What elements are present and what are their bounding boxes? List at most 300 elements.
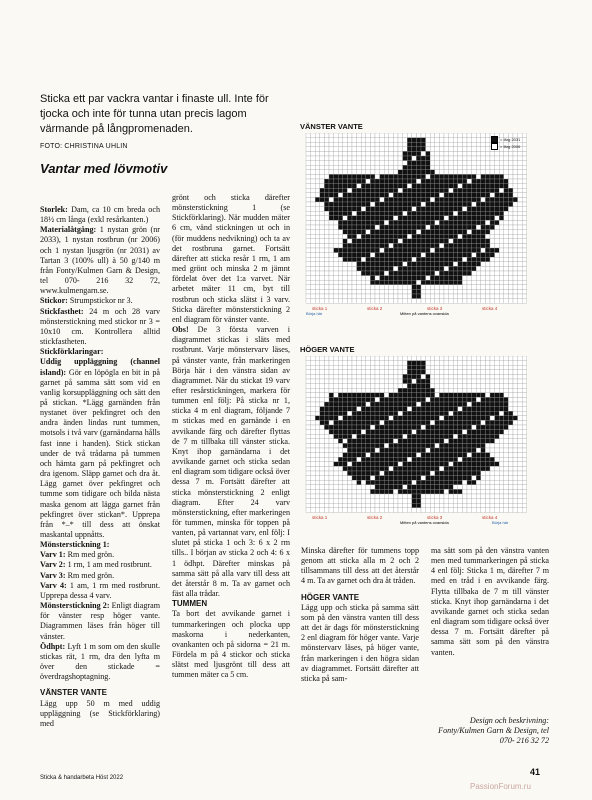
chart-cell bbox=[462, 285, 467, 290]
chart-cell bbox=[449, 393, 454, 398]
chart-cell bbox=[393, 207, 398, 212]
chart-cell bbox=[389, 388, 394, 393]
chart-cell bbox=[320, 174, 325, 179]
chart-cell bbox=[495, 257, 500, 262]
chart-cell bbox=[380, 142, 385, 147]
chart-cell bbox=[347, 397, 352, 402]
chart-cell bbox=[380, 407, 385, 412]
chart-cell bbox=[324, 161, 329, 166]
chart-cell bbox=[338, 211, 343, 216]
chart-cell bbox=[329, 466, 334, 471]
chart-cell bbox=[481, 220, 486, 225]
chart-cell bbox=[380, 416, 385, 421]
chart-cell bbox=[421, 370, 426, 375]
chart-cell bbox=[329, 151, 334, 156]
chart-cell bbox=[361, 147, 366, 152]
chart-cell bbox=[513, 370, 518, 375]
chart-cell bbox=[361, 397, 366, 402]
chart-cell bbox=[467, 253, 472, 258]
chart-cell bbox=[375, 299, 380, 304]
chart-cell bbox=[403, 388, 408, 393]
chart-cell bbox=[366, 420, 371, 425]
chart-cell bbox=[334, 165, 339, 170]
chart-cell bbox=[403, 471, 408, 476]
chart-cell bbox=[472, 211, 477, 216]
chart-cell bbox=[439, 439, 444, 444]
chart-cell bbox=[311, 489, 316, 494]
chart-cell bbox=[320, 393, 325, 398]
chart-cell bbox=[357, 216, 362, 221]
chart-cell bbox=[416, 471, 421, 476]
chart-cell bbox=[444, 197, 449, 202]
chart-cell bbox=[435, 234, 440, 239]
chart-cell bbox=[311, 402, 316, 407]
chart-cell bbox=[476, 197, 481, 202]
chart-cell bbox=[439, 361, 444, 366]
chart-cell bbox=[315, 216, 320, 221]
chart-cell bbox=[311, 285, 316, 290]
chart-cell bbox=[449, 457, 454, 462]
chart-cell bbox=[407, 430, 412, 435]
chart-cell bbox=[352, 211, 357, 216]
chart-cell bbox=[361, 174, 366, 179]
chart-cell bbox=[472, 384, 477, 389]
chart-cell bbox=[467, 416, 472, 421]
chart-cell bbox=[389, 179, 394, 184]
chart-cell bbox=[393, 443, 398, 448]
chart-cell bbox=[439, 142, 444, 147]
chart-cell bbox=[403, 161, 408, 166]
chart-cell bbox=[462, 299, 467, 304]
chart-cell bbox=[334, 216, 339, 221]
chart-cell bbox=[513, 471, 518, 476]
chart-cell bbox=[393, 188, 398, 193]
chart-cell bbox=[449, 294, 454, 299]
chart-cell bbox=[403, 411, 408, 416]
chart-cell bbox=[444, 494, 449, 499]
chart-cell bbox=[343, 365, 348, 370]
chart-cell bbox=[462, 179, 467, 184]
chart-cell bbox=[504, 430, 509, 435]
chart-cell bbox=[366, 388, 371, 393]
chart-mitten-label: Mitten på vantens ovansida bbox=[400, 311, 449, 316]
chart-cell bbox=[343, 174, 348, 179]
chart-cell bbox=[389, 253, 394, 258]
chart-cell bbox=[472, 402, 477, 407]
chart-cell bbox=[324, 151, 329, 156]
chart-cell bbox=[324, 425, 329, 430]
chart-cell bbox=[522, 453, 527, 458]
chart-cell bbox=[334, 361, 339, 366]
chart-cell bbox=[439, 234, 444, 239]
chart-cell bbox=[467, 243, 472, 248]
chart-cell bbox=[495, 379, 500, 384]
chart-cell bbox=[338, 384, 343, 389]
chart-cell bbox=[403, 489, 408, 494]
chart-cell bbox=[476, 248, 481, 253]
chart-cell bbox=[476, 174, 481, 179]
chart-cell bbox=[352, 257, 357, 262]
chart-cell bbox=[380, 133, 385, 138]
chart-cell bbox=[361, 443, 366, 448]
chart-cell bbox=[315, 147, 320, 152]
chart-cell bbox=[338, 138, 343, 143]
chart-cell bbox=[384, 439, 389, 444]
chart-cell bbox=[398, 420, 403, 425]
chart-cell bbox=[357, 434, 362, 439]
chart-cell bbox=[393, 430, 398, 435]
chart-cell bbox=[439, 138, 444, 143]
chart-cell bbox=[490, 276, 495, 281]
chart-cell bbox=[343, 471, 348, 476]
chart-cell bbox=[407, 225, 412, 230]
chart-cell bbox=[495, 476, 500, 481]
chart-cell bbox=[449, 188, 454, 193]
chart-cell bbox=[384, 402, 389, 407]
chart-cell bbox=[393, 276, 398, 281]
chart-cell bbox=[449, 202, 454, 207]
chart-cell bbox=[343, 466, 348, 471]
chart-cell bbox=[357, 462, 362, 467]
chart-cell bbox=[476, 379, 481, 384]
chart-cell bbox=[481, 216, 486, 221]
chart-cell bbox=[504, 170, 509, 175]
chart-cell bbox=[513, 216, 518, 221]
chart-cell bbox=[421, 271, 426, 276]
chart-cell bbox=[352, 471, 357, 476]
chart-cell bbox=[518, 294, 523, 299]
chart-cell bbox=[444, 133, 449, 138]
chart-cell bbox=[370, 161, 375, 166]
chart-cell bbox=[329, 253, 334, 258]
chart-cell bbox=[347, 462, 352, 467]
chart-cell bbox=[380, 443, 385, 448]
chart-cell bbox=[499, 425, 504, 430]
chart-cell bbox=[439, 503, 444, 508]
chart-cell bbox=[504, 480, 509, 485]
chart-cell bbox=[370, 425, 375, 430]
chart-cell bbox=[421, 397, 426, 402]
chart-cell bbox=[522, 489, 527, 494]
chart-cell bbox=[347, 299, 352, 304]
chart-cell bbox=[347, 294, 352, 299]
chart-cell bbox=[439, 489, 444, 494]
chart-cell bbox=[458, 276, 463, 281]
chart-cell bbox=[370, 443, 375, 448]
chart-cell bbox=[315, 439, 320, 444]
chart-cell bbox=[495, 239, 500, 244]
chart-cell bbox=[311, 499, 316, 504]
chart-cell bbox=[481, 179, 486, 184]
chart-cell bbox=[508, 280, 513, 285]
chart-cell bbox=[384, 476, 389, 481]
chart-cell bbox=[361, 416, 366, 421]
chart-cell bbox=[481, 379, 486, 384]
chart-cell bbox=[421, 503, 426, 508]
chart-cell bbox=[370, 370, 375, 375]
chart-cell bbox=[334, 356, 339, 361]
chart-cell bbox=[384, 457, 389, 462]
chart-cell bbox=[389, 466, 394, 471]
chart-cell bbox=[343, 161, 348, 166]
chart-cell bbox=[320, 361, 325, 366]
chart-cell bbox=[504, 361, 509, 366]
chart-cell bbox=[352, 289, 357, 294]
chart-cell bbox=[324, 388, 329, 393]
chart-cell bbox=[435, 393, 440, 398]
chart-cell bbox=[458, 480, 463, 485]
chart-cell bbox=[449, 402, 454, 407]
chart-cell bbox=[472, 133, 477, 138]
chart-cell bbox=[467, 161, 472, 166]
chart-cell bbox=[435, 289, 440, 294]
chart-cell bbox=[393, 216, 398, 221]
chart-cell bbox=[393, 499, 398, 504]
chart-cell bbox=[343, 508, 348, 513]
chart-cell bbox=[370, 365, 375, 370]
chart-cell bbox=[412, 434, 417, 439]
chart-cell bbox=[329, 133, 334, 138]
chart-cell bbox=[315, 416, 320, 421]
chart-cell bbox=[518, 365, 523, 370]
chart-cell bbox=[393, 365, 398, 370]
chart-cell bbox=[481, 356, 486, 361]
chart-cell bbox=[361, 503, 366, 508]
chart-cell bbox=[361, 280, 366, 285]
chart-cell bbox=[490, 402, 495, 407]
chart-cell bbox=[485, 425, 490, 430]
chart-cell bbox=[421, 289, 426, 294]
chart-cell bbox=[439, 434, 444, 439]
chart-cell bbox=[518, 156, 523, 161]
column-1 bbox=[40, 205, 160, 729]
chart-cell bbox=[343, 179, 348, 184]
chart-cell bbox=[467, 202, 472, 207]
chart-cell bbox=[324, 156, 329, 161]
chart-cell bbox=[380, 499, 385, 504]
chart-cell bbox=[416, 499, 421, 504]
chart-cell bbox=[393, 503, 398, 508]
chart-cell bbox=[361, 170, 366, 175]
chart-cell bbox=[449, 299, 454, 304]
chart-cell bbox=[403, 220, 408, 225]
chart-cell bbox=[513, 499, 518, 504]
chart-cell bbox=[467, 184, 472, 189]
chart-cell bbox=[306, 276, 311, 281]
chart-cell bbox=[324, 397, 329, 402]
chart-cell bbox=[375, 397, 380, 402]
chart-cell bbox=[352, 480, 357, 485]
chart-cell bbox=[366, 397, 371, 402]
chart-cell bbox=[472, 393, 477, 398]
chart-cell bbox=[357, 299, 362, 304]
chart-cell bbox=[426, 489, 431, 494]
chart-cell bbox=[426, 248, 431, 253]
chart-cell bbox=[435, 184, 440, 189]
chart-cell bbox=[421, 197, 426, 202]
chart-cell bbox=[462, 397, 467, 402]
chart-cell bbox=[407, 397, 412, 402]
chart-cell bbox=[444, 453, 449, 458]
chart-cell bbox=[467, 430, 472, 435]
chart-cell bbox=[407, 494, 412, 499]
chart-cell bbox=[329, 494, 334, 499]
chart-cell bbox=[495, 430, 500, 435]
chart-cell bbox=[361, 207, 366, 212]
chart-cell bbox=[430, 471, 435, 476]
chart-cell bbox=[495, 276, 500, 281]
chart-cell bbox=[481, 471, 486, 476]
chart-cell bbox=[522, 156, 527, 161]
chart-cell bbox=[458, 402, 463, 407]
chart-cell bbox=[347, 289, 352, 294]
chart-cell bbox=[435, 142, 440, 147]
chart-cell bbox=[495, 425, 500, 430]
chart-cell bbox=[513, 188, 518, 193]
chart-cell bbox=[444, 466, 449, 471]
chart-cell bbox=[384, 374, 389, 379]
chart-cell bbox=[421, 184, 426, 189]
chart-cell bbox=[499, 179, 504, 184]
chart-cell bbox=[338, 161, 343, 166]
chart-cell bbox=[458, 379, 463, 384]
chart-cell bbox=[366, 471, 371, 476]
chart-cell bbox=[334, 397, 339, 402]
chart-cell bbox=[522, 462, 527, 467]
chart-cell bbox=[384, 179, 389, 184]
chart-cell bbox=[453, 193, 458, 198]
chart-cell bbox=[343, 443, 348, 448]
chart-cell bbox=[306, 457, 311, 462]
chart-cell bbox=[504, 188, 509, 193]
chart-cell bbox=[426, 197, 431, 202]
chart-cell bbox=[518, 485, 523, 490]
chart-cell bbox=[416, 393, 421, 398]
chart-cell bbox=[343, 416, 348, 421]
chart-cell bbox=[430, 170, 435, 175]
chart-cell bbox=[426, 471, 431, 476]
chart-cell bbox=[389, 257, 394, 262]
chart-cell bbox=[485, 462, 490, 467]
chart-cell bbox=[458, 188, 463, 193]
chart-cell bbox=[320, 239, 325, 244]
chart-cell bbox=[416, 248, 421, 253]
chart-cell bbox=[357, 193, 362, 198]
chart-cell bbox=[315, 453, 320, 458]
chart-cell bbox=[370, 494, 375, 499]
chart-cell bbox=[416, 147, 421, 152]
chart-cell bbox=[481, 499, 486, 504]
chart-cell bbox=[504, 476, 509, 481]
chart-cell bbox=[315, 420, 320, 425]
chart-cell bbox=[426, 253, 431, 258]
chart-cell bbox=[334, 407, 339, 412]
chart-cell bbox=[315, 276, 320, 281]
chart-cell bbox=[311, 508, 316, 513]
chart-cell bbox=[370, 485, 375, 490]
chart-cell bbox=[347, 485, 352, 490]
chart-cell bbox=[334, 379, 339, 384]
chart-cell bbox=[306, 365, 311, 370]
chart-cell bbox=[453, 457, 458, 462]
chart-cell bbox=[426, 379, 431, 384]
chart-cell bbox=[435, 202, 440, 207]
chart-cell bbox=[320, 425, 325, 430]
chart-cell bbox=[403, 434, 408, 439]
chart-cell bbox=[324, 466, 329, 471]
chart-cell bbox=[439, 271, 444, 276]
chart-cell bbox=[412, 179, 417, 184]
chart-cell bbox=[504, 257, 509, 262]
chart-cell bbox=[347, 425, 352, 430]
chart-cell bbox=[306, 480, 311, 485]
chart-cell bbox=[361, 239, 366, 244]
chart-cell bbox=[499, 294, 504, 299]
chart-cell bbox=[421, 508, 426, 513]
chart-cell bbox=[311, 207, 316, 212]
chart-cell bbox=[407, 211, 412, 216]
paragraph bbox=[40, 357, 160, 540]
chart-cell bbox=[485, 138, 490, 143]
chart-cell bbox=[357, 294, 362, 299]
chart-cell bbox=[421, 299, 426, 304]
chart-cell bbox=[485, 271, 490, 276]
chart-cell bbox=[361, 457, 366, 462]
chart-cell bbox=[343, 379, 348, 384]
chart-cell bbox=[490, 170, 495, 175]
chart-cell bbox=[439, 379, 444, 384]
chart-cell bbox=[375, 138, 380, 143]
chart-cell bbox=[467, 142, 472, 147]
chart-cell bbox=[393, 356, 398, 361]
chart-cell bbox=[375, 294, 380, 299]
chart-cell bbox=[499, 276, 504, 281]
chart-cell bbox=[361, 420, 366, 425]
chart-cell bbox=[311, 248, 316, 253]
paragraph bbox=[40, 571, 160, 581]
chart-cell bbox=[343, 220, 348, 225]
chart-cell bbox=[384, 239, 389, 244]
chart-cell bbox=[430, 285, 435, 290]
chart-cell bbox=[513, 262, 518, 267]
chart-cell bbox=[476, 503, 481, 508]
chart-cell bbox=[393, 489, 398, 494]
chart-cell bbox=[490, 289, 495, 294]
chart-cell bbox=[504, 220, 509, 225]
chart-cell bbox=[518, 430, 523, 435]
chart-cell bbox=[329, 156, 334, 161]
chart-cell bbox=[467, 156, 472, 161]
chart-cell bbox=[393, 184, 398, 189]
chart-cell bbox=[495, 294, 500, 299]
chart-cell bbox=[366, 299, 371, 304]
chart-cell bbox=[508, 234, 513, 239]
chart-cell bbox=[439, 243, 444, 248]
chart-cell bbox=[393, 416, 398, 421]
chart-cell bbox=[384, 262, 389, 267]
chart-cell bbox=[306, 388, 311, 393]
chart-cell bbox=[407, 462, 412, 467]
chart-cell bbox=[389, 374, 394, 379]
chart-cell bbox=[407, 207, 412, 212]
chart-cell bbox=[370, 397, 375, 402]
chart-cell bbox=[306, 485, 311, 490]
chart-cell bbox=[366, 416, 371, 421]
chart-cell bbox=[444, 156, 449, 161]
chart-cell bbox=[416, 402, 421, 407]
chart-cell bbox=[324, 384, 329, 389]
chart-cell bbox=[329, 388, 334, 393]
